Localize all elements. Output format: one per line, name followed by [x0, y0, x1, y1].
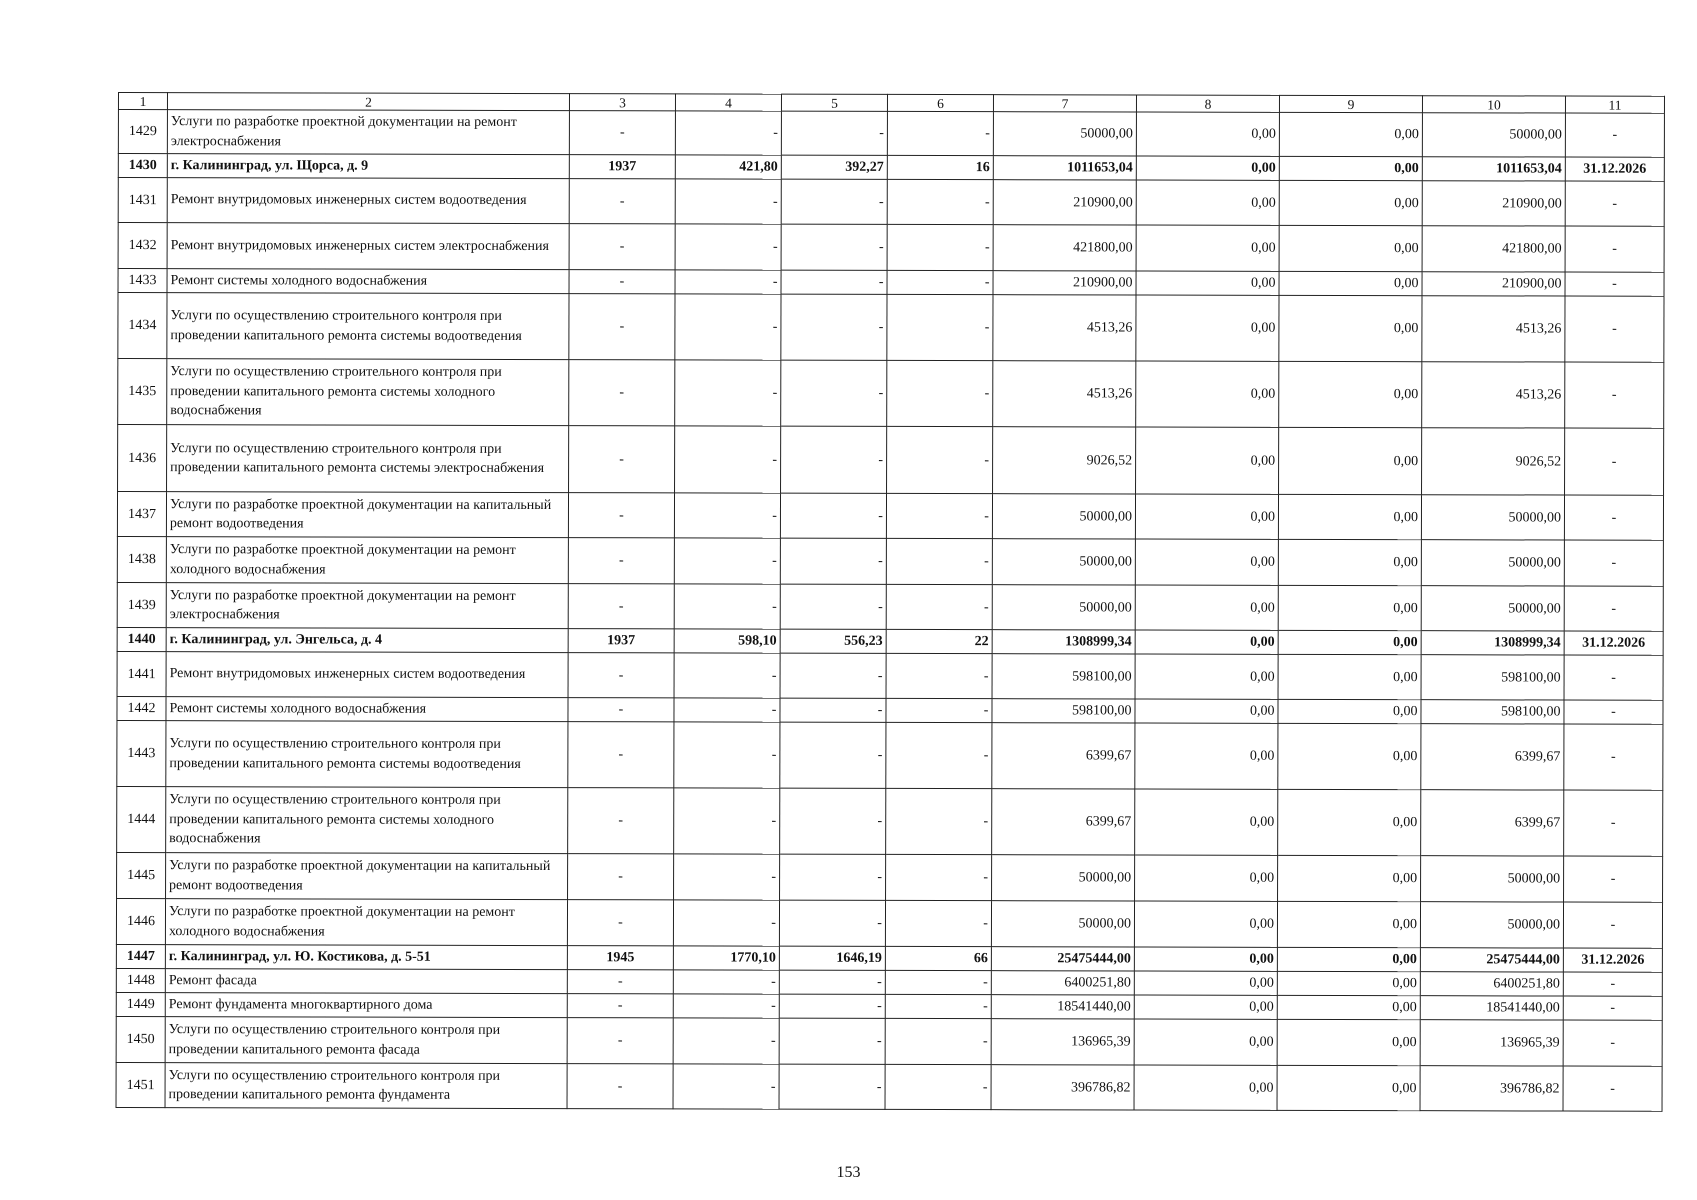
table-row	[117, 852, 1663, 902]
year-built-cell: -	[569, 270, 675, 294]
living-area-cell: -	[779, 900, 885, 946]
row-number-cell: 1439	[117, 582, 166, 627]
column-header: 6	[887, 94, 993, 111]
cost-col9-cell: 0,00	[1278, 723, 1421, 789]
year-built-cell: -	[568, 493, 674, 538]
column-header: 5	[781, 94, 887, 111]
total-area-cell: -	[675, 224, 781, 270]
year-built-cell: -	[568, 698, 674, 722]
cost-col8-cell: 0,00	[1136, 180, 1279, 225]
year-built-cell: 1937	[569, 155, 675, 179]
residents-cell: -	[887, 294, 993, 360]
deadline-cell: -	[1564, 724, 1663, 790]
cost-col10-cell: 50000,00	[1421, 495, 1564, 540]
residents-cell: -	[885, 1018, 991, 1064]
cost-col9-cell: 0,00	[1277, 1065, 1420, 1110]
deadline-cell: 31.12.2026	[1564, 631, 1663, 655]
cost-col10-cell: 210900,00	[1422, 181, 1565, 226]
row-number-cell: 1442	[117, 696, 166, 720]
total-cost-cell: 4513,26	[993, 295, 1136, 361]
cost-col10-cell: 6400251,80	[1420, 972, 1563, 996]
cost-col10-cell: 396786,82	[1420, 1066, 1563, 1111]
cost-col8-cell: 0,00	[1135, 723, 1278, 789]
year-built-cell: -	[569, 111, 675, 155]
cost-col10-cell: 4513,26	[1422, 362, 1565, 428]
year-built-cell: -	[567, 970, 673, 994]
deadline-cell: -	[1564, 700, 1663, 724]
row-number-cell: 1437	[117, 492, 166, 537]
cost-col8-cell: 0,00	[1135, 654, 1278, 699]
total-area-cell: -	[675, 294, 781, 360]
cost-col10-cell: 421800,00	[1422, 226, 1565, 272]
cost-col9-cell: 0,00	[1279, 271, 1422, 295]
cost-col8-cell: 0,00	[1136, 361, 1279, 427]
residents-cell: -	[887, 270, 993, 294]
table-row	[116, 1016, 1662, 1066]
total-area-cell: -	[673, 994, 779, 1018]
work-name-cell: Услуги по разработке проектной документации на капитальный ремонт водоотведения	[166, 492, 568, 538]
cost-col10-cell: 4513,26	[1422, 296, 1565, 362]
column-header: 7	[993, 95, 1136, 112]
total-cost-cell: 421800,00	[993, 225, 1136, 271]
table-row	[116, 898, 1662, 948]
cost-col9-cell: 0,00	[1277, 995, 1420, 1019]
work-name-cell: Услуги по разработке проектной документации на ремонт холодного водоснабжения	[166, 537, 568, 584]
row-number-cell: 1435	[118, 359, 167, 425]
year-built-cell: -	[567, 1064, 673, 1109]
cost-col8-cell: 0,00	[1136, 427, 1279, 494]
cost-col10-cell: 50000,00	[1421, 856, 1564, 902]
row-number-cell: 1451	[116, 1062, 165, 1107]
living-area-cell: 556,23	[780, 629, 886, 653]
row-number-cell: 1447	[116, 944, 165, 968]
table-row	[117, 651, 1663, 700]
row-number-cell: 1440	[117, 627, 166, 651]
residents-cell: -	[886, 653, 992, 698]
row-number-cell: 1433	[118, 269, 167, 293]
row-number-cell: 1438	[117, 536, 166, 582]
total-cost-cell: 598100,00	[992, 699, 1135, 723]
residents-cell: 16	[887, 155, 993, 179]
column-header: 8	[1136, 95, 1279, 112]
work-name-cell: Ремонт системы холодного водоснабжения	[166, 697, 568, 722]
cost-col9-cell: 0,00	[1279, 427, 1422, 494]
table-row	[118, 425, 1664, 496]
total-cost-cell: 1011653,04	[993, 156, 1136, 180]
work-name-cell: г. Калининград, ул. Ю. Костикова, д. 5-51	[165, 945, 567, 970]
living-area-cell: -	[780, 538, 886, 584]
work-name-cell: Ремонт внутридомовых инженерных систем водоотведения	[167, 178, 569, 224]
total-cost-cell: 1308999,34	[992, 630, 1135, 654]
column-header: 2	[167, 93, 569, 111]
living-area-cell: -	[780, 722, 886, 788]
total-area-cell: 598,10	[674, 629, 780, 653]
living-area-cell: -	[781, 270, 887, 294]
cost-col9-cell: 0,00	[1278, 585, 1421, 630]
total-cost-cell: 50000,00	[993, 112, 1136, 156]
row-number-cell: 1429	[118, 110, 167, 154]
cost-col9-cell: 0,00	[1279, 180, 1422, 225]
total-cost-cell: 6400251,80	[991, 971, 1134, 995]
deadline-cell: -	[1565, 272, 1664, 296]
cost-col9-cell: 0,00	[1278, 494, 1421, 539]
living-area-cell: -	[779, 1018, 885, 1064]
deadline-cell: -	[1563, 1066, 1662, 1111]
cost-col9-cell: 0,00	[1277, 901, 1420, 947]
total-cost-cell: 210900,00	[993, 180, 1136, 225]
table-row	[116, 1062, 1662, 1111]
work-name-cell: Услуги по разработке проектной документации на ремонт электроснабжения	[166, 583, 568, 629]
year-built-cell: -	[569, 360, 675, 426]
work-name-cell: Услуги по осуществлению строительного контроля при проведении капитального ремонта системы водоотведения	[167, 293, 569, 360]
cost-col9-cell: 0,00	[1279, 295, 1422, 361]
total-area-cell: -	[674, 653, 780, 698]
cost-col8-cell: 0,00	[1136, 225, 1279, 271]
residents-cell: -	[886, 584, 992, 629]
total-cost-cell: 50000,00	[991, 901, 1134, 947]
total-area-cell: -	[674, 722, 780, 788]
work-name-cell: Ремонт фундамента многоквартирного дома	[165, 993, 567, 1018]
column-header: 1	[118, 93, 167, 110]
residents-cell: -	[887, 224, 993, 270]
total-area-cell: -	[674, 698, 780, 722]
cost-col10-cell: 6399,67	[1421, 724, 1564, 790]
year-built-cell: -	[568, 584, 674, 629]
row-number-cell: 1432	[118, 223, 167, 269]
column-header: 9	[1279, 95, 1422, 112]
work-name-cell: Услуги по разработке проектной документации на капитальный ремонт водоотведения	[166, 853, 568, 900]
row-number-cell: 1445	[117, 852, 166, 898]
total-cost-cell: 18541440,00	[991, 995, 1134, 1019]
cost-col9-cell: 0,00	[1277, 947, 1420, 971]
work-name-cell: Ремонт фасада	[165, 969, 567, 994]
living-area-cell: -	[779, 970, 885, 994]
cost-col10-cell: 210900,00	[1422, 272, 1565, 296]
cost-col10-cell: 18541440,00	[1420, 996, 1563, 1020]
living-area-cell: -	[780, 653, 886, 698]
living-area-cell: -	[780, 854, 886, 900]
table-row	[118, 178, 1664, 227]
cost-col10-cell: 9026,52	[1422, 428, 1565, 495]
deadline-cell: -	[1565, 362, 1664, 428]
row-number-cell: 1446	[116, 898, 165, 944]
cost-col9-cell: 0,00	[1277, 1019, 1420, 1065]
table-row	[118, 293, 1664, 363]
residents-cell: -	[886, 788, 992, 854]
year-built-cell: -	[567, 994, 673, 1018]
total-area-cell: -	[675, 111, 781, 155]
living-area-cell: -	[781, 294, 887, 360]
living-area-cell: -	[780, 493, 886, 538]
total-area-cell: -	[674, 854, 780, 900]
residents-cell: -	[886, 722, 992, 788]
cost-col9-cell: 0,00	[1278, 539, 1421, 585]
total-area-cell: -	[673, 1064, 779, 1109]
table-row	[117, 492, 1663, 541]
deadline-cell: -	[1565, 181, 1664, 226]
cost-col10-cell: 50000,00	[1421, 540, 1564, 586]
work-name-cell: Ремонт внутридомовых инженерных систем водоотведения	[166, 652, 568, 698]
row-number-cell: 1430	[118, 154, 167, 178]
row-number-cell: 1450	[116, 1016, 165, 1062]
total-area-cell: -	[675, 426, 781, 493]
cost-col9-cell: 0,00	[1278, 855, 1421, 901]
work-name-cell: Услуги по осуществлению строительного контроля при проведении капитального ремонта фундамента	[165, 1063, 567, 1109]
total-area-cell: -	[675, 270, 781, 294]
deadline-cell: -	[1564, 790, 1663, 856]
work-name-cell: Услуги по осуществлению строительного контроля при проведении капитального ремонта фасада	[165, 1017, 567, 1064]
page-number: 153	[836, 1164, 861, 1181]
cost-col8-cell: 0,00	[1135, 855, 1278, 901]
deadline-cell: -	[1564, 856, 1663, 902]
residents-cell: -	[887, 360, 993, 426]
cost-col8-cell: 0,00	[1134, 971, 1277, 995]
work-name-cell: г. Калининград, ул. Щорса, д. 9	[167, 154, 569, 179]
residents-cell: -	[887, 111, 993, 155]
residents-cell: -	[885, 1064, 991, 1109]
row-number-cell: 1436	[118, 425, 167, 492]
total-area-cell: -	[673, 1018, 779, 1064]
total-cost-cell: 50000,00	[992, 585, 1135, 630]
capital-repair-table	[116, 92, 1665, 1112]
deadline-cell: -	[1564, 540, 1663, 586]
work-name-cell: Услуги по разработке проектной документации на ремонт холодного водоснабжения	[165, 899, 567, 946]
cost-col10-cell: 25475444,00	[1420, 948, 1563, 972]
cost-col9-cell: 0,00	[1278, 654, 1421, 699]
deadline-cell: -	[1565, 296, 1664, 362]
cost-col8-cell: 0,00	[1134, 947, 1277, 971]
total-cost-cell: 4513,26	[993, 361, 1136, 427]
residents-cell: -	[887, 179, 993, 224]
deadline-cell: -	[1565, 428, 1664, 495]
cost-col9-cell: 0,00	[1278, 789, 1421, 855]
deadline-cell: -	[1563, 972, 1662, 996]
cost-col8-cell: 0,00	[1135, 789, 1278, 855]
column-header: 11	[1565, 96, 1664, 113]
total-cost-cell: 598100,00	[992, 654, 1135, 699]
cost-col10-cell: 50000,00	[1421, 586, 1564, 631]
total-area-cell: -	[675, 179, 781, 224]
cost-col9-cell: 0,00	[1278, 699, 1421, 723]
total-cost-cell: 9026,52	[993, 427, 1136, 494]
work-name-cell: Ремонт внутридомовых инженерных систем электроснабжения	[167, 223, 569, 270]
row-number-cell: 1448	[116, 968, 165, 992]
table-row	[117, 536, 1663, 586]
cost-col8-cell: 0,00	[1135, 539, 1278, 585]
total-cost-cell: 50000,00	[992, 539, 1135, 585]
cost-col9-cell: 0,00	[1279, 361, 1422, 427]
cost-col10-cell: 50000,00	[1420, 902, 1563, 948]
table-row	[117, 786, 1663, 856]
column-header: 3	[569, 94, 675, 111]
year-built-cell: -	[569, 179, 675, 224]
living-area-cell: -	[781, 111, 887, 155]
year-built-cell: -	[568, 538, 674, 584]
year-built-cell: -	[569, 294, 675, 360]
cost-col8-cell: 0,00	[1135, 630, 1278, 654]
living-area-cell: -	[781, 426, 887, 493]
total-area-cell: -	[675, 360, 781, 426]
table-row	[118, 359, 1664, 429]
living-area-cell: -	[780, 698, 886, 722]
work-name-cell: Услуги по осуществлению строительного контроля при проведении капитального ремонта системы холодного водоснабжения	[166, 787, 568, 854]
deadline-cell: 31.12.2026	[1563, 948, 1662, 972]
cost-col8-cell: 0,00	[1134, 1019, 1277, 1065]
residents-cell: -	[886, 854, 992, 900]
residents-cell: -	[885, 994, 991, 1018]
deadline-cell: -	[1564, 655, 1663, 700]
total-area-cell: -	[674, 538, 780, 584]
cost-col9-cell: 0,00	[1279, 112, 1422, 156]
row-number-cell: 1431	[118, 178, 167, 223]
residents-cell: -	[886, 538, 992, 584]
cost-col9-cell: 0,00	[1279, 156, 1422, 180]
year-built-cell: -	[569, 426, 675, 493]
total-area-cell: -	[673, 970, 779, 994]
deadline-cell: -	[1563, 996, 1662, 1020]
year-built-cell: -	[568, 722, 674, 788]
residents-cell: -	[885, 970, 991, 994]
cost-col8-cell: 0,00	[1134, 901, 1277, 947]
living-area-cell: -	[781, 360, 887, 426]
cost-col9-cell: 0,00	[1278, 630, 1421, 654]
deadline-cell: -	[1564, 495, 1663, 540]
year-built-cell: -	[569, 224, 675, 270]
column-header: 4	[675, 94, 781, 111]
living-area-cell: 1646,19	[779, 946, 885, 970]
cost-col10-cell: 136965,39	[1420, 1020, 1563, 1066]
deadline-cell: -	[1563, 1020, 1662, 1066]
living-area-cell: -	[780, 788, 886, 854]
table-row	[117, 582, 1663, 631]
cost-col10-cell: 50000,00	[1422, 113, 1565, 157]
column-header: 10	[1422, 96, 1565, 113]
cost-col10-cell: 6399,67	[1421, 790, 1564, 856]
living-area-cell: -	[779, 994, 885, 1018]
total-cost-cell: 136965,39	[991, 1019, 1134, 1065]
living-area-cell: -	[781, 224, 887, 270]
table-row	[117, 720, 1663, 790]
cost-col9-cell: 0,00	[1277, 971, 1420, 995]
year-built-cell: -	[568, 854, 674, 900]
cost-col8-cell: 0,00	[1135, 585, 1278, 630]
total-cost-cell: 6399,67	[992, 789, 1135, 855]
cost-col8-cell: 0,00	[1135, 494, 1278, 539]
living-area-cell: -	[780, 584, 886, 629]
deadline-cell: -	[1563, 902, 1662, 948]
row-number-cell: 1441	[117, 651, 166, 696]
deadline-cell: -	[1565, 113, 1664, 157]
cost-col10-cell: 598100,00	[1421, 700, 1564, 724]
row-number-cell: 1443	[117, 720, 166, 786]
residents-cell: -	[886, 698, 992, 722]
cost-col8-cell: 0,00	[1135, 699, 1278, 723]
table-row	[118, 223, 1664, 273]
year-built-cell: -	[568, 788, 674, 854]
work-name-cell: Услуги по осуществлению строительного контроля при проведении капитального ремонта системы холодного водоснабжения	[167, 359, 569, 426]
total-cost-cell: 25475444,00	[991, 947, 1134, 971]
deadline-cell: -	[1564, 586, 1663, 631]
work-name-cell: Услуги по разработке проектной документации на ремонт электроснабжения	[167, 110, 569, 155]
deadline-cell: 31.12.2026	[1565, 157, 1664, 181]
total-area-cell: 421,80	[675, 155, 781, 179]
year-built-cell: 1937	[568, 629, 674, 653]
total-area-cell: -	[674, 788, 780, 854]
residents-cell: 22	[886, 629, 992, 653]
year-built-cell: -	[568, 653, 674, 698]
living-area-cell: -	[779, 1064, 885, 1109]
total-cost-cell: 6399,67	[992, 723, 1135, 789]
work-name-cell: Ремонт системы холодного водоснабжения	[167, 269, 569, 294]
cost-col9-cell: 0,00	[1279, 225, 1422, 271]
total-cost-cell: 50000,00	[992, 855, 1135, 901]
cost-col8-cell: 0,00	[1136, 271, 1279, 295]
cost-col8-cell: 0,00	[1136, 156, 1279, 180]
total-area-cell: 1770,10	[673, 946, 779, 970]
row-number-cell: 1444	[117, 786, 166, 852]
work-name-cell: г. Калининград, ул. Энгельса, д. 4	[166, 628, 568, 653]
row-number-cell: 1449	[116, 992, 165, 1016]
total-area-cell: -	[674, 493, 780, 538]
cost-col10-cell: 598100,00	[1421, 655, 1564, 700]
total-area-cell: -	[673, 900, 779, 946]
living-area-cell: 392,27	[781, 155, 887, 179]
cost-col8-cell: 0,00	[1134, 1065, 1277, 1110]
row-number-cell: 1434	[118, 293, 167, 359]
cost-col8-cell: 0,00	[1134, 995, 1277, 1019]
residents-cell: -	[885, 900, 991, 946]
year-built-cell: 1945	[567, 946, 673, 970]
residents-cell: 66	[885, 946, 991, 970]
work-name-cell: Услуги по осуществлению строительного контроля при проведении капитального ремонта системы электроснабжения	[167, 425, 569, 493]
work-name-cell: Услуги по осуществлению строительного контроля при проведении капитального ремонта системы водоотведения	[166, 721, 568, 788]
cost-col10-cell: 1011653,04	[1422, 157, 1565, 181]
cost-col10-cell: 1308999,34	[1421, 631, 1564, 655]
deadline-cell: -	[1565, 226, 1664, 272]
residents-cell: -	[886, 493, 992, 538]
year-built-cell: -	[567, 1018, 673, 1064]
total-cost-cell: 50000,00	[992, 494, 1135, 539]
year-built-cell: -	[567, 900, 673, 946]
cost-col8-cell: 0,00	[1136, 295, 1279, 361]
total-area-cell: -	[674, 584, 780, 629]
total-cost-cell: 210900,00	[993, 271, 1136, 295]
living-area-cell: -	[781, 179, 887, 224]
total-cost-cell: 396786,82	[991, 1065, 1134, 1110]
table-row	[118, 110, 1664, 158]
residents-cell: -	[887, 426, 993, 493]
cost-col8-cell: 0,00	[1136, 112, 1279, 156]
